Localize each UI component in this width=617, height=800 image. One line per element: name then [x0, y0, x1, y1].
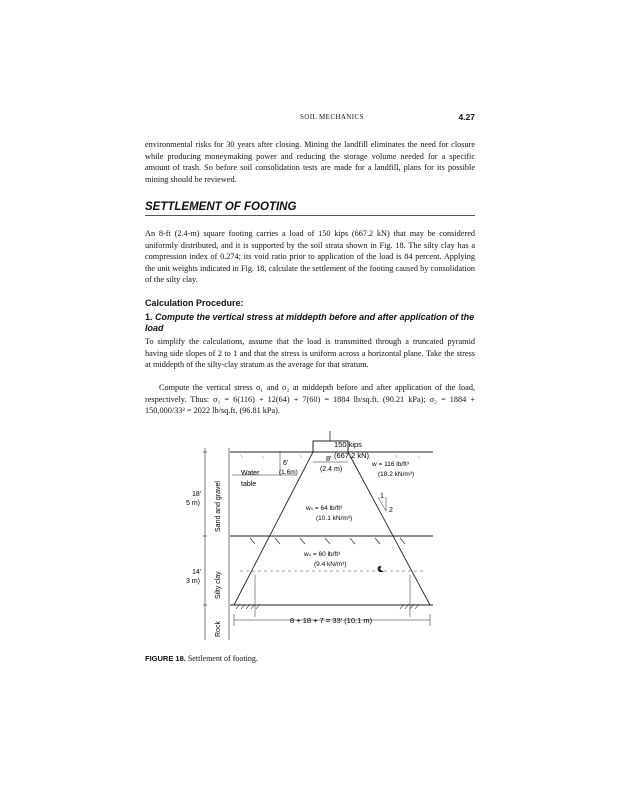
- base-width-label: 8 + 18 + 7 = 33' (10.1 m): [290, 616, 373, 625]
- load-label-metric: (667.2 kN): [334, 451, 370, 460]
- slope-2-label: 2: [389, 507, 393, 514]
- procedure-heading: Calculation Procedure:: [145, 298, 244, 308]
- step1-para2: Compute the vertical stress σ₁ and σ₂ at middepth before and after application of the load, respectively. Thus: σ₁ = 6(116) + 12(64) + 7(60) = 1884 lb/sq.ft. (90.21 kPa); σ₂ = 1884 + 150,000/33² = 2022 lb/sq.ft. (96.81 kPa).: [145, 383, 475, 415]
- submerged-weight-sand: wₛ = 64 lb/ft³: [306, 505, 343, 512]
- section-rule: [145, 215, 475, 216]
- layer-label-sand: Sand and gravel: [215, 481, 222, 532]
- unit-weight-sand-metric: (18.2 kN/m³): [378, 471, 415, 478]
- caption-label: FIGURE 18.: [145, 654, 186, 663]
- water-table-label-2: table: [241, 481, 257, 488]
- section-title: SETTLEMENT OF FOOTING: [145, 201, 297, 213]
- settlement-figure: [186, 438, 445, 648]
- load-label: 150 kips: [334, 440, 362, 449]
- submerged-weight-sand-metric: (10.1 kN/m³): [316, 515, 353, 522]
- step1-number: 1.: [145, 312, 153, 322]
- water-table-label: Water: [241, 470, 260, 477]
- sand-thickness-metric: 5 m): [186, 500, 200, 507]
- layer-label-rock: Rock: [215, 621, 222, 637]
- step1-heading: [145, 312, 475, 334]
- depth-6ft-metric: (1.6m): [279, 469, 298, 476]
- depth-6ft-label: 6': [283, 460, 289, 467]
- clay-thickness-label: 14': [192, 569, 202, 576]
- submerged-weight-clay-metric: (9.4 kN/m³): [314, 561, 347, 568]
- width-8ft-label: 8': [326, 454, 332, 463]
- submerged-weight-clay: wₛ = 60 lb/ft³: [304, 551, 341, 558]
- step1-title: Compute the vertical stress at middepth before and after application of the load: [145, 312, 475, 333]
- problem-paragraph: An 8-ft (2.4-m) square footing carries a load of 150 kips (667.2 kN) that may be considered uniformly distributed, and it is supported by the soil strata shown in Fig. 18. The silty clay has a compression index of 0.274; its void ratio prior to application of the load is 84 percent. Applying the unit weights indicated in Fig. 18, calculate the settlement of the footing caused by consolidation of the silty clay.: [145, 229, 475, 284]
- layer-label-clay: Silty clay: [215, 571, 222, 599]
- page-number: 4.27: [458, 112, 475, 122]
- intro-paragraph: environmental risks for 30 years after closing. Mining the landfill eliminates the need for closure while producing moneymaking power and reducing the storage volume needed for a specific amount of trash. So before soil consolidation tests are made for a landfill, plans for its possible mining should be reviewed.: [145, 140, 475, 184]
- clay-thickness-metric: 3 m): [186, 578, 200, 585]
- caption-text: Settlement of footing.: [187, 654, 258, 663]
- step1-para1: To simplify the calculations, assume that the load is transmitted through a truncated pyramid having side slopes of 2 to 1 and that the stress is uniform across a horizontal plane. Take the stress at middepth of the silty-clay stratum as the average for that stratum.: [145, 337, 475, 369]
- width-8ft-metric: (2.4 m): [320, 466, 343, 473]
- slope-1-label: 1: [380, 493, 384, 500]
- centerline-symbol: ℄: [378, 565, 384, 574]
- figure-caption: [145, 654, 258, 663]
- running-header: [145, 113, 475, 125]
- sand-thickness-label: 18': [192, 491, 202, 498]
- running-title: SOIL MECHANICS: [300, 113, 364, 121]
- unit-weight-sand: w = 116 lb/ft³: [372, 461, 409, 468]
